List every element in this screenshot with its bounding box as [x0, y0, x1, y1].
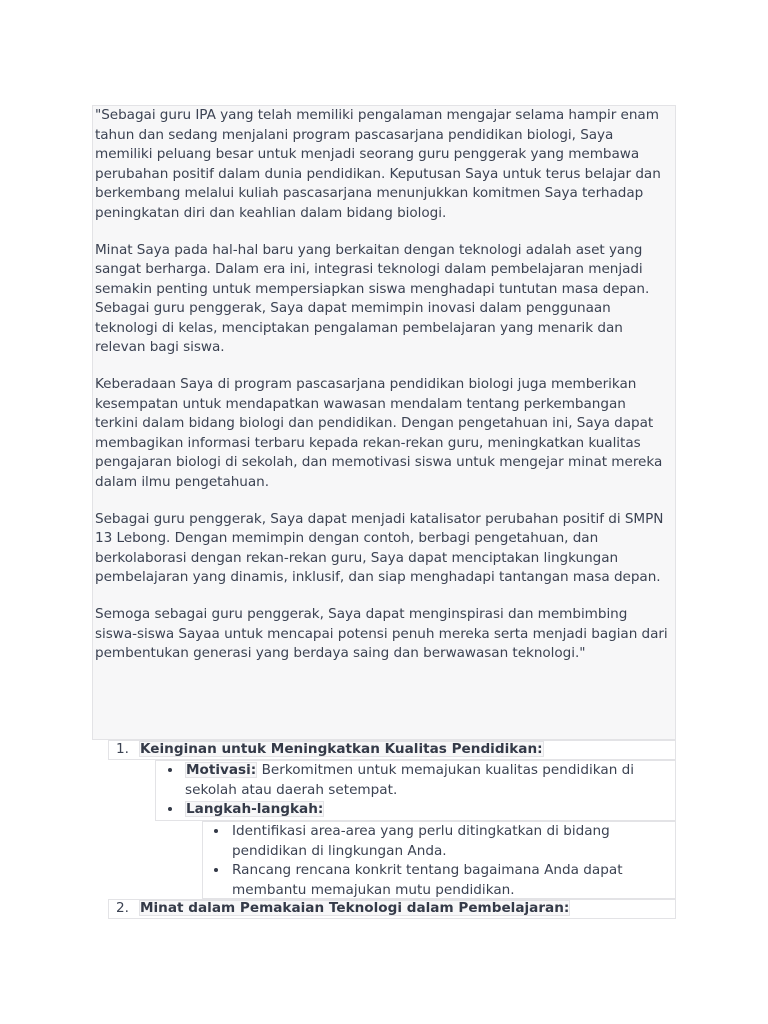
motivasi-label: Motivasi:: [186, 762, 257, 778]
step-item-2: [232, 861, 632, 900]
bullet-icon: [214, 829, 218, 833]
langkah-item: [185, 800, 324, 820]
step-text-2: Rancang rencana konkrit tentang bagaimana Anda dapat membantu memajukan mutu pendidikan.: [232, 862, 623, 898]
list-number-2: 2.: [116, 900, 129, 916]
quote-paragraph-5: Semoga sebagai guru penggerak, Saya dapat menginspirasi dan membimbing siswa-siswa Sayaa untuk mencapai potensi penuh mereka serta menjadi bagian dari pembentukan generasi yang berdaya saing dan berwawasan teknologi.": [95, 606, 668, 661]
bullet-icon: [168, 768, 172, 772]
list-item-1-title: Keinginan untuk Meningkatkan Kualitas Pendidikan:: [140, 741, 543, 757]
quote-paragraph-2: Minat Saya pada hal-hal baru yang berkaitan dengan teknologi adalah aset yang sangat berharga. Dalam era ini, integrasi teknologi dalam pembelajaran menjadi semakin penting untuk mempersiapkan siswa menghadapi tuntutan masa depan. Sebagai guru penggerak, Saya dapat memimpin inovasi dalam penggunaan teknologi di kelas, menciptakan pengalaman pembelajaran yang menarik dan relevan bagi siswa.: [95, 241, 650, 355]
list-item-2: [116, 899, 129, 919]
motivasi-item: [185, 761, 645, 800]
bullet-icon: [168, 807, 172, 811]
quote-paragraph-1: "Sebagai guru IPA yang telah memiliki pengalaman mengajar selama hampir enam tahun dan sedang menjalani program pascasarjana pendidikan biologi, Saya memiliki peluang besar untuk menjadi seorang guru penggerak yang membawa perubahan positif dalam dunia pendidikan. Keputusan Saya untuk terus belajar dan berkembang melalui kuliah pascasarjana menunjukkan komitmen Saya terhadap peningkatan diri dan keahlian dalam bidang biologi.: [95, 107, 661, 221]
step-text-1: Identifikasi area-area yang perlu ditingkatkan di bidang pendidikan di lingkungan Anda.: [232, 823, 610, 859]
langkah-label: Langkah-langkah:: [186, 801, 324, 817]
list-item-1: [116, 740, 129, 760]
list-item-2-title: Minat dalam Pemakaian Teknologi dalam Pembelajaran:: [140, 900, 570, 916]
list-item-2-title-wrap: [139, 899, 570, 919]
quote-paragraph-3: Keberadaan Saya di program pascasarjana pendidikan biologi juga memberikan kesempatan untuk mendapatkan wawasan mendalam tentang perkembangan terkini dalam bidang biologi dan pendidikan. Dengan pengetahuan ini, Saya dapat membagikan informasi terbaru kepada rekan-rekan guru, meningkatkan kualitas pengajaran biologi di sekolah, dan memotivasi siswa untuk mengejar minat mereka dalam ilmu pengetahuan.: [95, 376, 663, 490]
quote-paragraph-4: Sebagai guru penggerak, Saya dapat menjadi katalisator perubahan positif di SMPN 13 Lebong. Dengan memimpin dengan contoh, berbagi pengetahuan, dan berkolaborasi dengan rekan-rekan guru, Saya dapat menciptakan lingkungan pembelajaran yang dinamis, inklusif, dan siap menghadapi tantangan masa depan.: [95, 510, 664, 585]
bullet-icon: [214, 868, 218, 872]
list-item-1-title-wrap: [139, 740, 544, 760]
list-number-1: 1.: [116, 741, 129, 757]
quote-block: [92, 105, 676, 740]
motivasi-text: Berkomitmen untuk memajukan kualitas pendidikan di sekolah atau daerah setempat.: [185, 762, 635, 798]
step-item-1: [232, 822, 632, 861]
